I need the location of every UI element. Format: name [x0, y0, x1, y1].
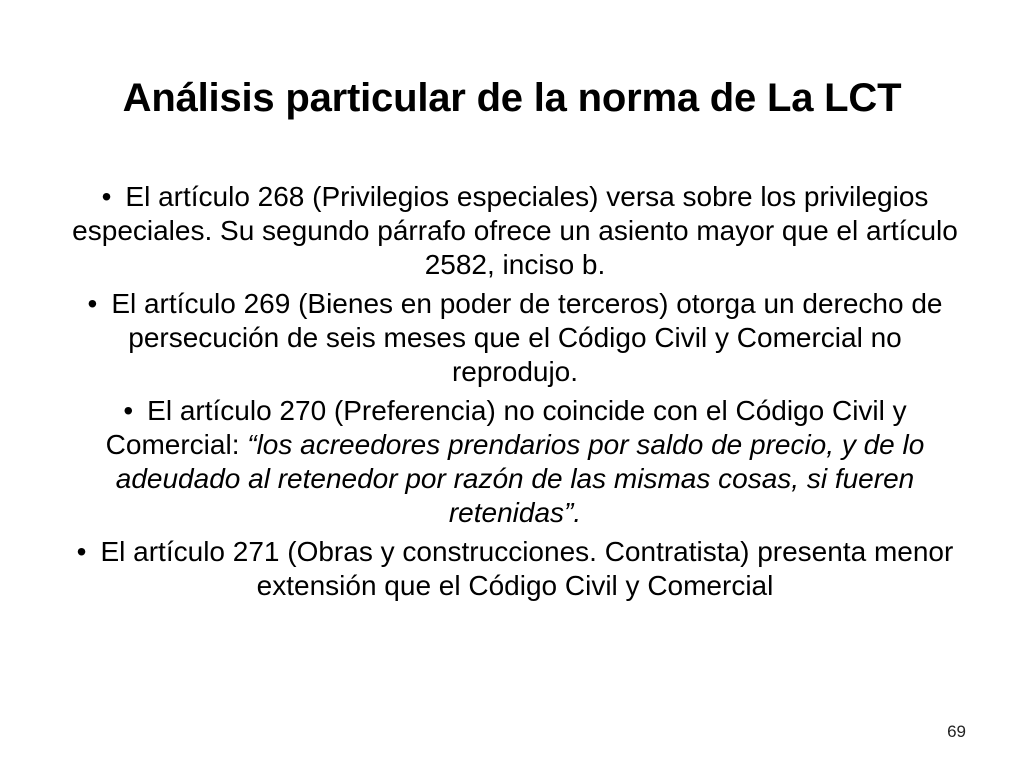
page-number: 69: [947, 722, 966, 741]
bullet-icon: •: [76, 536, 87, 567]
bullet-item: [70, 180, 960, 282]
bullet-icon: •: [87, 288, 98, 319]
bullet-icon: •: [123, 395, 134, 426]
bullet-text: El artículo 269 (Bienes en poder de terceros) otorga un derecho de persecución de seis meses que el Código Civil y Comercial no reprodujo.: [111, 288, 943, 387]
bullet-text: El artículo 271 (Obras y construcciones. Contratista) presenta menor extensión que el Código Civil y Comercial: [100, 536, 954, 601]
bullet-list: [70, 180, 960, 608]
bullet-item: [70, 394, 960, 530]
bullet-text: El artículo 268 (Privilegios especiales) versa sobre los privilegios especiales. Su segundo párrafo ofrece un asiento mayor que el artículo 2582, inciso b.: [72, 181, 958, 280]
bullet-item: [70, 535, 960, 603]
bullet-quote: “los acreedores prendarios por saldo de precio, y de lo adeudado al retenedor por razón de las mismas cosas, si fueren retenidas”.: [115, 429, 925, 528]
bullet-item: [70, 287, 960, 389]
bullet-text: El artículo 270 (Preferencia) no coincide con el Código Civil y Comercial:: [105, 395, 907, 460]
bullet-icon: •: [101, 181, 112, 212]
slide-title: Análisis particular de la norma de La LCT: [122, 76, 902, 120]
